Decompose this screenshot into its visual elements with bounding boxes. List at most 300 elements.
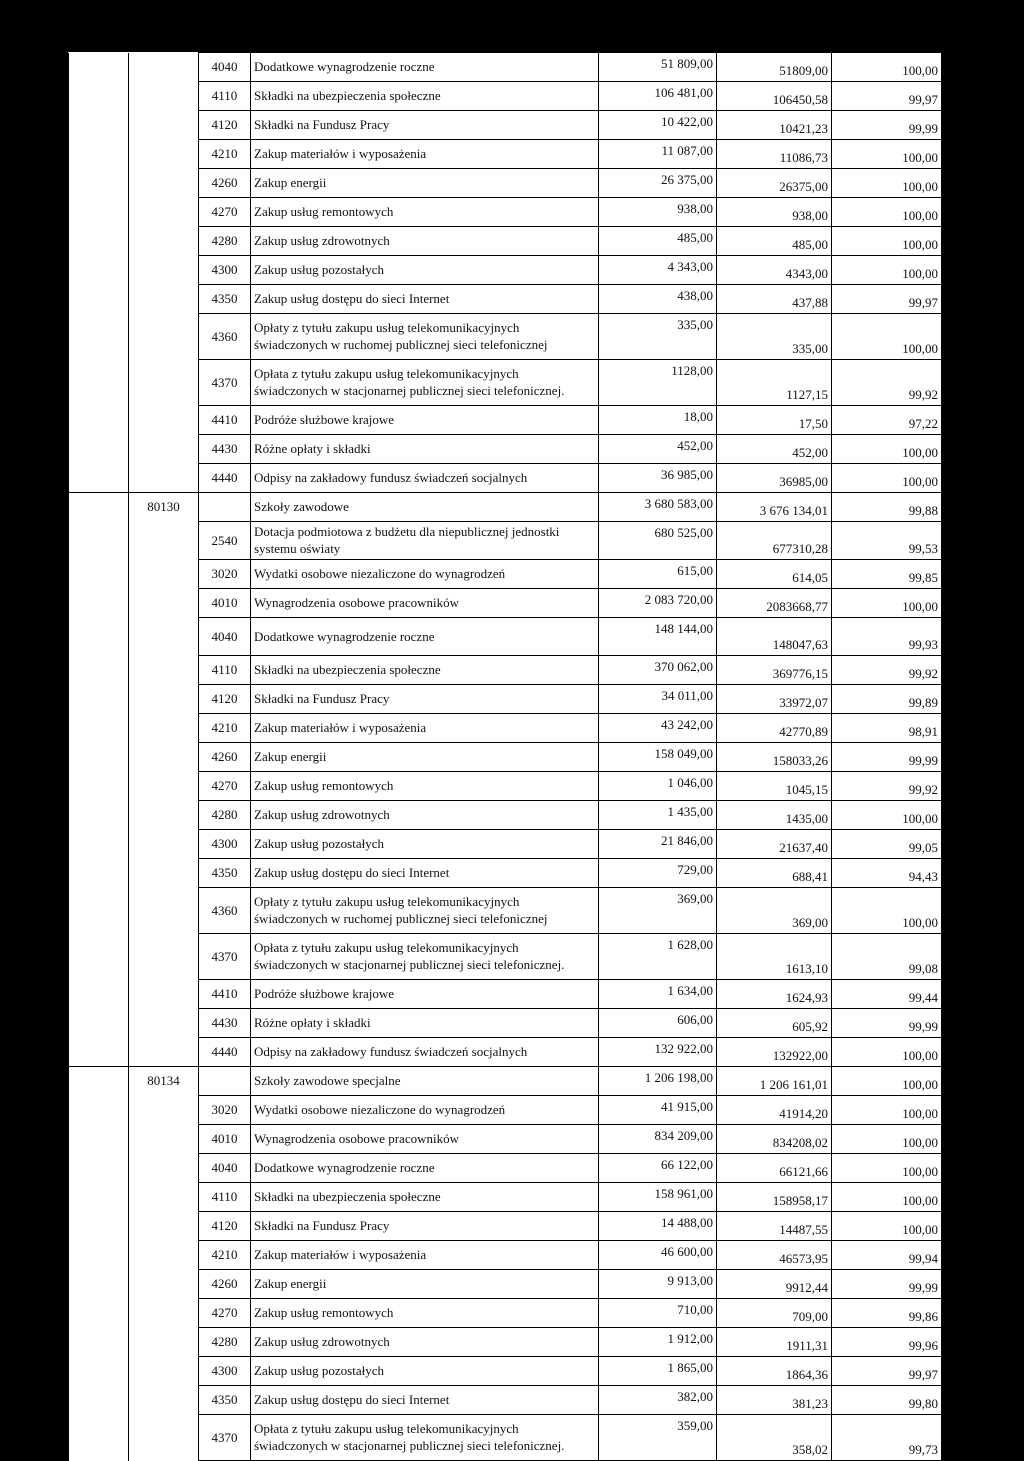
chapter-cell <box>69 198 129 227</box>
item-name-cell: Zakup energii <box>251 743 599 772</box>
item-name-cell: Dodatkowe wynagrodzenie roczne <box>251 1154 599 1183</box>
section-code-cell <box>129 1415 199 1461</box>
plan-amount-cell: 370 062,00 <box>599 656 717 685</box>
paragraph-code-cell: 4360 <box>199 888 251 934</box>
chapter-cell <box>69 714 129 743</box>
section-code-cell <box>129 111 199 140</box>
section-code-cell <box>129 1125 199 1154</box>
section-code-cell <box>129 256 199 285</box>
plan-amount-cell: 14 488,00 <box>599 1212 717 1241</box>
execution-percent-cell: 100,00 <box>832 1154 942 1183</box>
execution-percent-cell: 99,93 <box>832 618 942 656</box>
executed-amount-cell: 605,92 <box>717 1009 832 1038</box>
plan-amount-cell: 9 913,00 <box>599 1270 717 1299</box>
executed-amount-cell: 11086,73 <box>717 140 832 169</box>
section-code-cell <box>129 1357 199 1386</box>
executed-amount-cell: 1911,31 <box>717 1328 832 1357</box>
item-name-cell: Szkoły zawodowe specjalne <box>251 1067 599 1096</box>
table-row <box>69 522 942 560</box>
paragraph-code-cell: 4110 <box>199 82 251 111</box>
item-name-cell: Odpisy na zakładowy fundusz świadczeń socjalnych <box>251 464 599 493</box>
plan-amount-cell: 11 087,00 <box>599 140 717 169</box>
paragraph-code-cell: 4210 <box>199 140 251 169</box>
chapter-cell <box>69 743 129 772</box>
plan-amount-cell: 46 600,00 <box>599 1241 717 1270</box>
table-row <box>69 685 942 714</box>
executed-amount-cell: 1 206 161,01 <box>717 1067 832 1096</box>
item-name-cell: Składki na Fundusz Pracy <box>251 111 599 140</box>
plan-amount-cell: 26 375,00 <box>599 169 717 198</box>
section-code-cell <box>129 560 199 589</box>
execution-percent-cell: 100,00 <box>832 888 942 934</box>
executed-amount-cell: 1624,93 <box>717 980 832 1009</box>
executed-amount-cell: 17,50 <box>717 406 832 435</box>
execution-percent-cell: 100,00 <box>832 1183 942 1212</box>
item-name-cell: Zakup usług pozostałych <box>251 830 599 859</box>
item-name-cell: Wydatki osobowe niezaliczone do wynagrodzeń <box>251 560 599 589</box>
executed-amount-cell: 148047,63 <box>717 618 832 656</box>
item-name-cell: Opłaty z tytułu zakupu usług telekomunikacyjnych świadczonych w ruchomej publicznej sieci telefonicznej <box>251 314 599 360</box>
execution-percent-cell: 99,97 <box>832 1357 942 1386</box>
item-name-cell: Zakup usług zdrowotnych <box>251 801 599 830</box>
execution-percent-cell: 99,99 <box>832 1270 942 1299</box>
chapter-cell <box>69 493 129 522</box>
paragraph-code-cell: 3020 <box>199 560 251 589</box>
chapter-cell <box>69 830 129 859</box>
item-name-cell: Zakup usług zdrowotnych <box>251 227 599 256</box>
section-code-cell <box>129 1212 199 1241</box>
chapter-cell <box>69 464 129 493</box>
item-name-cell: Zakup usług remontowych <box>251 198 599 227</box>
execution-percent-cell: 99,80 <box>832 1386 942 1415</box>
execution-percent-cell: 99,53 <box>832 522 942 560</box>
table-row <box>69 714 942 743</box>
execution-percent-cell: 99,99 <box>832 111 942 140</box>
item-name-cell: Zakup materiałów i wyposażenia <box>251 1241 599 1270</box>
executed-amount-cell: 21637,40 <box>717 830 832 859</box>
item-name-cell: Zakup usług remontowych <box>251 1299 599 1328</box>
chapter-cell <box>69 169 129 198</box>
item-name-cell: Zakup usług dostępu do sieci Internet <box>251 1386 599 1415</box>
execution-percent-cell: 99,08 <box>832 934 942 980</box>
paragraph-code-cell: 4120 <box>199 111 251 140</box>
chapter-cell <box>69 140 129 169</box>
section-code-cell <box>129 859 199 888</box>
plan-amount-cell: 41 915,00 <box>599 1096 717 1125</box>
table-row <box>69 1299 942 1328</box>
execution-percent-cell: 100,00 <box>832 1125 942 1154</box>
table-row <box>69 1270 942 1299</box>
paragraph-code-cell: 4410 <box>199 980 251 1009</box>
executed-amount-cell: 452,00 <box>717 435 832 464</box>
section-code-cell <box>129 1154 199 1183</box>
executed-amount-cell: 709,00 <box>717 1299 832 1328</box>
paragraph-code-cell: 4210 <box>199 1241 251 1270</box>
plan-amount-cell: 106 481,00 <box>599 82 717 111</box>
executed-amount-cell: 1127,15 <box>717 360 832 406</box>
item-name-cell: Zakup energii <box>251 1270 599 1299</box>
table-row <box>69 830 942 859</box>
paragraph-code-cell: 4110 <box>199 1183 251 1212</box>
chapter-cell <box>69 656 129 685</box>
execution-percent-cell: 99,85 <box>832 560 942 589</box>
plan-amount-cell: 615,00 <box>599 560 717 589</box>
executed-amount-cell: 1435,00 <box>717 801 832 830</box>
chapter-cell <box>69 1270 129 1299</box>
section-code-cell <box>129 772 199 801</box>
paragraph-code-cell: 4120 <box>199 1212 251 1241</box>
execution-percent-cell: 99,97 <box>832 285 942 314</box>
executed-amount-cell: 51809,00 <box>717 53 832 82</box>
paragraph-code-cell <box>199 1067 251 1096</box>
execution-percent-cell: 99,73 <box>832 1415 942 1461</box>
section-code-cell <box>129 522 199 560</box>
plan-amount-cell: 1 865,00 <box>599 1357 717 1386</box>
execution-percent-cell: 99,96 <box>832 1328 942 1357</box>
paragraph-code-cell: 4010 <box>199 1125 251 1154</box>
section-code-cell <box>129 656 199 685</box>
item-name-cell: Zakup usług pozostałych <box>251 256 599 285</box>
plan-amount-cell: 1128,00 <box>599 360 717 406</box>
executed-amount-cell: 381,23 <box>717 1386 832 1415</box>
item-name-cell: Opłata z tytułu zakupu usług telekomunikacyjnych świadczonych w stacjonarnej publicznej sieci telefonicznej. <box>251 1415 599 1461</box>
item-name-cell: Składki na ubezpieczenia społeczne <box>251 82 599 111</box>
section-code-cell: 80130 <box>129 493 199 522</box>
item-name-cell: Zakup usług pozostałych <box>251 1357 599 1386</box>
table-row <box>69 1038 942 1067</box>
execution-percent-cell: 100,00 <box>832 464 942 493</box>
plan-amount-cell: 1 628,00 <box>599 934 717 980</box>
paragraph-code-cell: 4300 <box>199 256 251 285</box>
item-name-cell: Zakup usług dostępu do sieci Internet <box>251 859 599 888</box>
paragraph-code-cell: 4270 <box>199 1299 251 1328</box>
executed-amount-cell: 688,41 <box>717 859 832 888</box>
section-code-cell <box>129 1270 199 1299</box>
execution-percent-cell: 99,92 <box>832 772 942 801</box>
item-name-cell: Zakup usług remontowych <box>251 772 599 801</box>
item-name-cell: Odpisy na zakładowy fundusz świadczeń socjalnych <box>251 1038 599 1067</box>
item-name-cell: Zakup energii <box>251 169 599 198</box>
executed-amount-cell: 66121,66 <box>717 1154 832 1183</box>
section-code-cell <box>129 1299 199 1328</box>
execution-percent-cell: 94,43 <box>832 859 942 888</box>
item-name-cell: Opłata z tytułu zakupu usług telekomunikacyjnych świadczonych w stacjonarnej publicznej sieci telefonicznej. <box>251 360 599 406</box>
budget-expenditure-table <box>68 52 942 1461</box>
plan-amount-cell: 1 046,00 <box>599 772 717 801</box>
plan-amount-cell: 452,00 <box>599 435 717 464</box>
execution-percent-cell: 99,44 <box>832 980 942 1009</box>
plan-amount-cell: 148 144,00 <box>599 618 717 656</box>
chapter-cell <box>69 685 129 714</box>
execution-percent-cell: 100,00 <box>832 198 942 227</box>
executed-amount-cell: 26375,00 <box>717 169 832 198</box>
executed-amount-cell: 485,00 <box>717 227 832 256</box>
executed-amount-cell: 834208,02 <box>717 1125 832 1154</box>
paragraph-code-cell: 4300 <box>199 1357 251 1386</box>
item-name-cell: Podróże służbowe krajowe <box>251 980 599 1009</box>
table-row <box>69 111 942 140</box>
plan-amount-cell: 729,00 <box>599 859 717 888</box>
chapter-cell <box>69 1154 129 1183</box>
item-name-cell: Zakup materiałów i wyposażenia <box>251 140 599 169</box>
executed-amount-cell: 437,88 <box>717 285 832 314</box>
table-row <box>69 314 942 360</box>
paragraph-code-cell: 4010 <box>199 589 251 618</box>
table-row <box>69 1096 942 1125</box>
section-code-cell <box>129 1241 199 1270</box>
plan-amount-cell: 1 206 198,00 <box>599 1067 717 1096</box>
paragraph-code-cell: 4260 <box>199 743 251 772</box>
paragraph-code-cell: 4040 <box>199 618 251 656</box>
chapter-cell <box>69 360 129 406</box>
executed-amount-cell: 106450,58 <box>717 82 832 111</box>
table-row <box>69 227 942 256</box>
item-name-cell: Różne opłaty i składki <box>251 435 599 464</box>
table-row <box>69 1212 942 1241</box>
chapter-cell <box>69 285 129 314</box>
section-code-cell <box>129 314 199 360</box>
paragraph-code-cell: 4360 <box>199 314 251 360</box>
chapter-cell <box>69 589 129 618</box>
table-row <box>69 656 942 685</box>
section-code-cell <box>129 1328 199 1357</box>
paragraph-code-cell: 4370 <box>199 934 251 980</box>
execution-percent-cell: 99,92 <box>832 360 942 406</box>
paragraph-code-cell: 4370 <box>199 360 251 406</box>
chapter-cell <box>69 1415 129 1461</box>
section-code-cell <box>129 169 199 198</box>
paragraph-code-cell: 2540 <box>199 522 251 560</box>
paragraph-code-cell: 4280 <box>199 1328 251 1357</box>
executed-amount-cell: 1045,15 <box>717 772 832 801</box>
executed-amount-cell: 938,00 <box>717 198 832 227</box>
section-code-cell <box>129 406 199 435</box>
chapter-cell <box>69 980 129 1009</box>
plan-amount-cell: 710,00 <box>599 1299 717 1328</box>
executed-amount-cell: 132922,00 <box>717 1038 832 1067</box>
section-code-cell <box>129 743 199 772</box>
table-row <box>69 1009 942 1038</box>
plan-amount-cell: 438,00 <box>599 285 717 314</box>
executed-amount-cell: 41914,20 <box>717 1096 832 1125</box>
table-row <box>69 1125 942 1154</box>
item-name-cell: Zakup materiałów i wyposażenia <box>251 714 599 743</box>
item-name-cell: Składki na Fundusz Pracy <box>251 1212 599 1241</box>
chapter-cell <box>69 435 129 464</box>
paragraph-code-cell: 4210 <box>199 714 251 743</box>
paragraph-code-cell: 4260 <box>199 169 251 198</box>
execution-percent-cell: 99,92 <box>832 656 942 685</box>
paragraph-code-cell: 4440 <box>199 464 251 493</box>
executed-amount-cell: 369,00 <box>717 888 832 934</box>
plan-amount-cell: 66 122,00 <box>599 1154 717 1183</box>
plan-amount-cell: 382,00 <box>599 1386 717 1415</box>
executed-amount-cell: 2083668,77 <box>717 589 832 618</box>
executed-amount-cell: 158033,26 <box>717 743 832 772</box>
paragraph-code-cell: 4350 <box>199 859 251 888</box>
executed-amount-cell: 14487,55 <box>717 1212 832 1241</box>
chapter-cell <box>69 1067 129 1096</box>
table-row <box>69 772 942 801</box>
table-row <box>69 801 942 830</box>
plan-amount-cell: 2 083 720,00 <box>599 589 717 618</box>
plan-amount-cell: 1 912,00 <box>599 1328 717 1357</box>
paragraph-code-cell: 4120 <box>199 685 251 714</box>
plan-amount-cell: 1 435,00 <box>599 801 717 830</box>
execution-percent-cell: 100,00 <box>832 801 942 830</box>
executed-amount-cell: 1864,36 <box>717 1357 832 1386</box>
executed-amount-cell: 358,02 <box>717 1415 832 1461</box>
section-code-cell <box>129 980 199 1009</box>
item-name-cell: Składki na ubezpieczenia społeczne <box>251 656 599 685</box>
execution-percent-cell: 100,00 <box>832 53 942 82</box>
table-row <box>69 285 942 314</box>
execution-percent-cell: 100,00 <box>832 589 942 618</box>
paragraph-code-cell: 3020 <box>199 1096 251 1125</box>
paragraph-code-cell: 4270 <box>199 198 251 227</box>
executed-amount-cell: 33972,07 <box>717 685 832 714</box>
plan-amount-cell: 4 343,00 <box>599 256 717 285</box>
table-row <box>69 980 942 1009</box>
table-row <box>69 859 942 888</box>
section-row <box>69 1067 942 1096</box>
chapter-cell <box>69 859 129 888</box>
item-name-cell: Składki na Fundusz Pracy <box>251 685 599 714</box>
section-code-cell <box>129 198 199 227</box>
execution-percent-cell: 99,89 <box>832 685 942 714</box>
table-row <box>69 560 942 589</box>
execution-percent-cell: 100,00 <box>832 314 942 360</box>
section-code-cell <box>129 830 199 859</box>
executed-amount-cell: 42770,89 <box>717 714 832 743</box>
section-code-cell <box>129 435 199 464</box>
execution-percent-cell: 100,00 <box>832 227 942 256</box>
paragraph-code-cell: 4350 <box>199 285 251 314</box>
chapter-cell <box>69 1299 129 1328</box>
table-row <box>69 1183 942 1212</box>
section-code-cell <box>129 1183 199 1212</box>
item-name-cell: Opłata z tytułu zakupu usług telekomunikacyjnych świadczonych w stacjonarnej publicznej sieci telefonicznej. <box>251 934 599 980</box>
table-row <box>69 589 942 618</box>
table-row <box>69 360 942 406</box>
section-code-cell <box>129 1038 199 1067</box>
item-name-cell: Zakup usług dostępu do sieci Internet <box>251 285 599 314</box>
chapter-cell <box>69 1212 129 1241</box>
plan-amount-cell: 158 961,00 <box>599 1183 717 1212</box>
paragraph-code-cell: 4300 <box>199 830 251 859</box>
chapter-cell <box>69 82 129 111</box>
plan-amount-cell: 938,00 <box>599 198 717 227</box>
chapter-cell <box>69 111 129 140</box>
executed-amount-cell: 36985,00 <box>717 464 832 493</box>
chapter-cell <box>69 560 129 589</box>
executed-amount-cell: 614,05 <box>717 560 832 589</box>
item-name-cell: Podróże służbowe krajowe <box>251 406 599 435</box>
chapter-cell <box>69 227 129 256</box>
table-row <box>69 743 942 772</box>
table-row <box>69 198 942 227</box>
executed-amount-cell: 158958,17 <box>717 1183 832 1212</box>
table-row <box>69 1154 942 1183</box>
paragraph-code-cell <box>199 493 251 522</box>
execution-percent-cell: 97,22 <box>832 406 942 435</box>
section-code-cell <box>129 618 199 656</box>
paragraph-code-cell: 4430 <box>199 1009 251 1038</box>
item-name-cell: Składki na ubezpieczenia społeczne <box>251 1183 599 1212</box>
table-row <box>69 169 942 198</box>
execution-percent-cell: 100,00 <box>832 435 942 464</box>
item-name-cell: Wynagrodzenia osobowe pracowników <box>251 589 599 618</box>
paragraph-code-cell: 4040 <box>199 1154 251 1183</box>
chapter-cell <box>69 1357 129 1386</box>
paragraph-code-cell: 4440 <box>199 1038 251 1067</box>
paragraph-code-cell: 4280 <box>199 227 251 256</box>
executed-amount-cell: 3 676 134,01 <box>717 493 832 522</box>
plan-amount-cell: 834 209,00 <box>599 1125 717 1154</box>
chapter-cell <box>69 1328 129 1357</box>
chapter-cell <box>69 53 129 82</box>
chapter-cell <box>69 1009 129 1038</box>
chapter-cell <box>69 314 129 360</box>
item-name-cell: Dotacja podmiotowa z budżetu dla niepublicznej jednostki systemu oświaty <box>251 522 599 560</box>
paragraph-code-cell: 4260 <box>199 1270 251 1299</box>
table-row <box>69 1357 942 1386</box>
section-code-cell <box>129 714 199 743</box>
execution-percent-cell: 99,97 <box>832 82 942 111</box>
table-row <box>69 406 942 435</box>
paragraph-code-cell: 4370 <box>199 1415 251 1461</box>
execution-percent-cell: 100,00 <box>832 1096 942 1125</box>
plan-amount-cell: 18,00 <box>599 406 717 435</box>
execution-percent-cell: 99,99 <box>832 1009 942 1038</box>
table-row <box>69 1241 942 1270</box>
section-code-cell <box>129 589 199 618</box>
plan-amount-cell: 485,00 <box>599 227 717 256</box>
section-code-cell <box>129 285 199 314</box>
plan-amount-cell: 359,00 <box>599 1415 717 1461</box>
section-code-cell <box>129 1096 199 1125</box>
execution-percent-cell: 100,00 <box>832 1038 942 1067</box>
item-name-cell: Wydatki osobowe niezaliczone do wynagrodzeń <box>251 1096 599 1125</box>
item-name-cell: Szkoły zawodowe <box>251 493 599 522</box>
section-row <box>69 493 942 522</box>
chapter-cell <box>69 934 129 980</box>
section-code-cell <box>129 934 199 980</box>
executed-amount-cell: 369776,15 <box>717 656 832 685</box>
section-code-cell <box>129 53 199 82</box>
table-body <box>69 53 942 1461</box>
item-name-cell: Różne opłaty i składki <box>251 1009 599 1038</box>
paragraph-code-cell: 4280 <box>199 801 251 830</box>
chapter-cell <box>69 522 129 560</box>
table-row <box>69 464 942 493</box>
plan-amount-cell: 132 922,00 <box>599 1038 717 1067</box>
execution-percent-cell: 99,99 <box>832 743 942 772</box>
chapter-cell <box>69 888 129 934</box>
item-name-cell: Zakup usług zdrowotnych <box>251 1328 599 1357</box>
paragraph-code-cell: 4110 <box>199 656 251 685</box>
table-row <box>69 435 942 464</box>
plan-amount-cell: 10 422,00 <box>599 111 717 140</box>
section-code-cell <box>129 140 199 169</box>
executed-amount-cell: 335,00 <box>717 314 832 360</box>
table-row <box>69 1328 942 1357</box>
section-code-cell <box>129 464 199 493</box>
plan-amount-cell: 680 525,00 <box>599 522 717 560</box>
table-row <box>69 140 942 169</box>
paragraph-code-cell: 4430 <box>199 435 251 464</box>
section-code-cell <box>129 360 199 406</box>
